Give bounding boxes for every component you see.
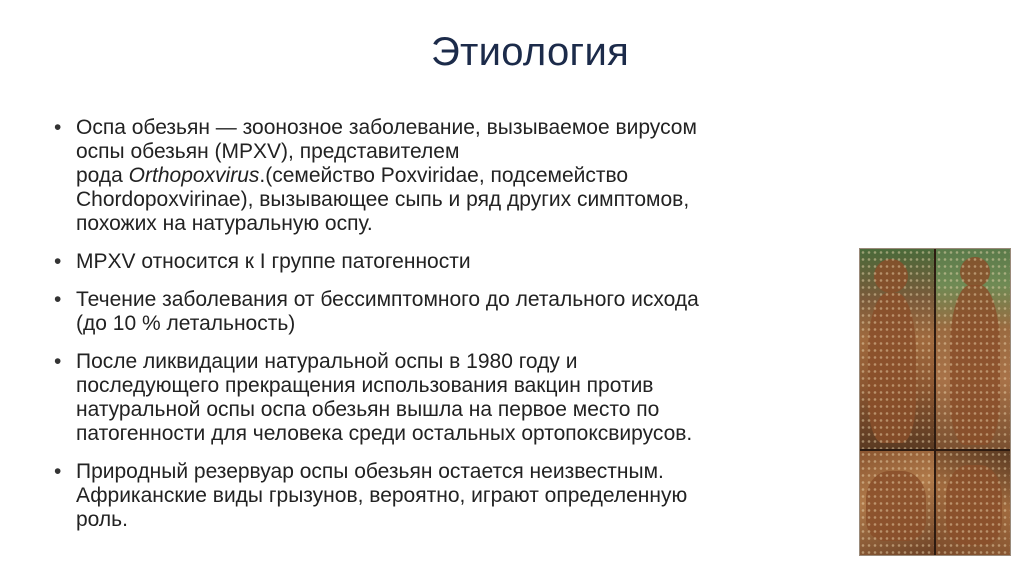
bullet-text: оспы обезьян (MPXV), представителем xyxy=(76,140,460,163)
bullet-line xyxy=(76,250,842,274)
bullet-line xyxy=(76,212,842,236)
bullet-text: .(семейство Poxviridae, подсемейство xyxy=(259,164,629,187)
bullet-item xyxy=(52,250,842,274)
bullet-line xyxy=(76,422,842,446)
slide-title: Этиология xyxy=(430,30,630,74)
bullet-line xyxy=(76,116,842,140)
bullet-item xyxy=(52,288,842,336)
bullet-text: (до 10 % летальность) xyxy=(76,312,296,335)
bullet-text: MPXV относится к I группе патогенности xyxy=(76,250,471,273)
bullet-dot: • xyxy=(54,460,62,483)
bullet-text: патогенности для человека среди остальных ортопоксвирусов. xyxy=(76,422,693,445)
photo-child-front xyxy=(860,249,934,449)
bullet-dot: • xyxy=(54,350,62,373)
bullet-dot: • xyxy=(54,116,62,139)
bullet-line xyxy=(76,164,842,188)
bullet-item xyxy=(52,116,842,236)
bullet-text: Chordopoxvirinae), вызывающее сыпь и ряд других симптомов, xyxy=(76,188,690,211)
bullet-text: Оспа обезьян — зоонозное заболевание, вызываемое вирусом xyxy=(76,116,697,139)
italic-term: Orthopoxvirus xyxy=(128,164,260,187)
bullet-dot: • xyxy=(54,288,62,311)
bullet-text: рода xyxy=(76,164,129,187)
bullet-line xyxy=(76,374,842,398)
bullet-line xyxy=(76,312,842,336)
bullet-text: последующего прекращения использования вакцин против xyxy=(76,374,654,397)
bullet-line xyxy=(76,398,842,422)
bullet-line xyxy=(76,288,842,312)
bullet-text: роль. xyxy=(76,508,128,531)
bullet-text: Африканские виды грызунов, вероятно, играют определенную xyxy=(76,484,688,507)
bullet-text: Природный резервуар оспы обезьян остается неизвестным. xyxy=(76,460,664,483)
bullet-item xyxy=(52,350,842,446)
bullet-line xyxy=(76,460,842,484)
photo-arm-lesions xyxy=(860,451,934,556)
bullet-text: После ликвидации натуральной оспы в 1980 году и xyxy=(76,350,578,373)
bullet-line xyxy=(76,350,842,374)
bullet-line xyxy=(76,484,842,508)
bullet-line xyxy=(76,508,842,532)
bullet-list xyxy=(52,116,842,546)
bullet-item xyxy=(52,460,842,532)
patient-photo-collage xyxy=(859,248,1011,556)
photo-hands-lesions xyxy=(936,451,1011,556)
bullet-text: похожих на натуральную оспу. xyxy=(76,212,373,235)
bullet-text: Течение заболевания от бессимптомного до летального исхода xyxy=(76,288,699,311)
bullet-line xyxy=(76,188,842,212)
bullet-dot: • xyxy=(54,250,62,273)
photo-child-back xyxy=(936,249,1011,449)
bullet-text: натуральной оспы оспа обезьян вышла на первое место по xyxy=(76,398,660,421)
bullet-line xyxy=(76,140,842,164)
